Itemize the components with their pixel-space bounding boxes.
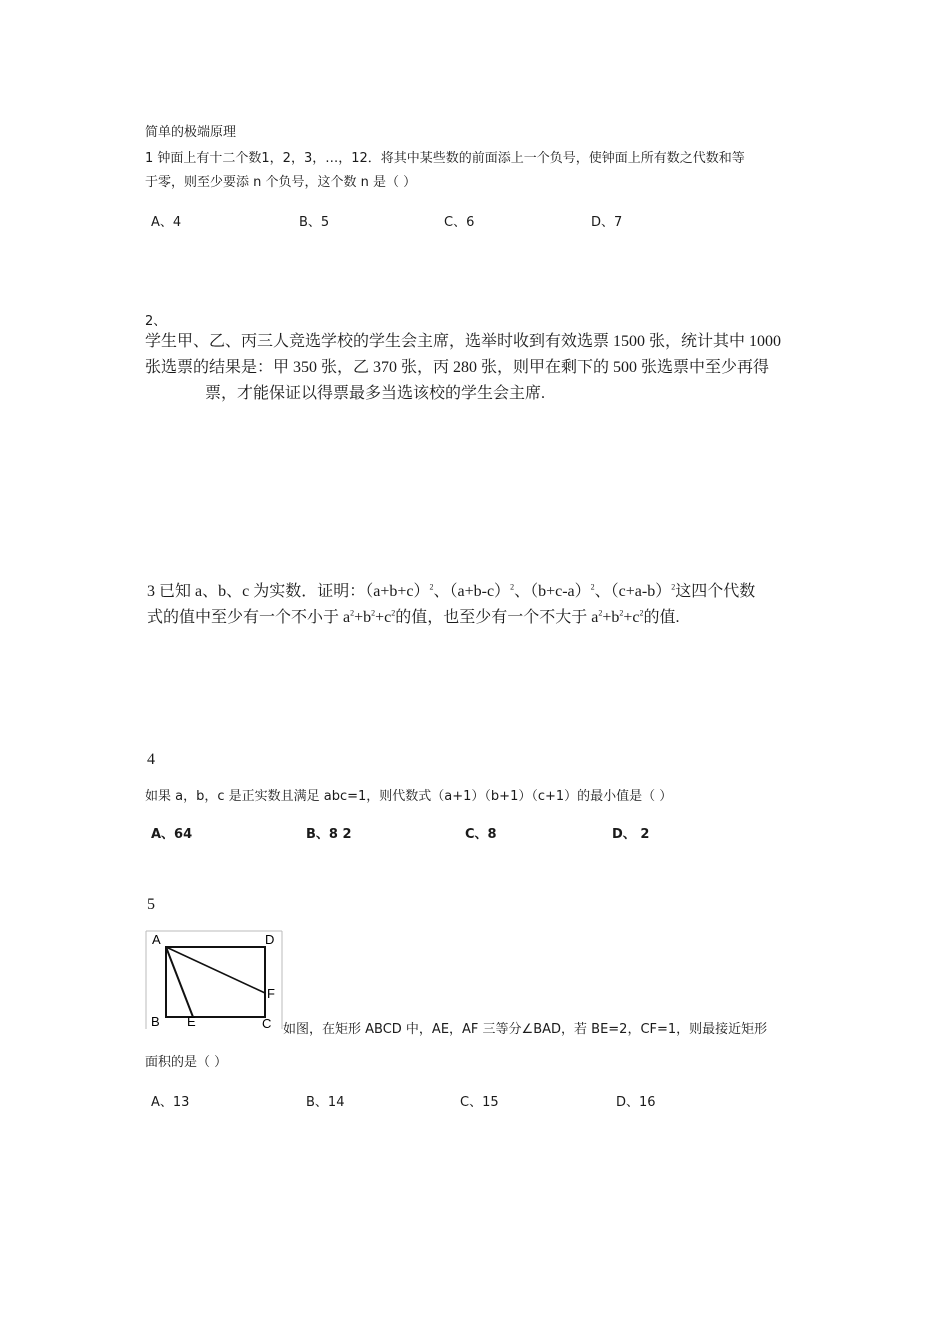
q3-expr-1: （a+b+c）: [365, 583, 430, 600]
q3-plus-b-2: +b: [602, 609, 620, 626]
q3-line2-end: 的值.: [643, 609, 680, 626]
q3-line1: [147, 578, 755, 601]
q5-option-b: B、14: [306, 1095, 345, 1110]
q2-line3: 票，才能保证以得票最多当选该校的学生会主席.: [205, 385, 546, 402]
q3-plus-c-2: +c: [623, 609, 640, 626]
q3-line1-post: 这四个代数: [675, 583, 756, 600]
q1-option-d: D、7: [591, 215, 623, 230]
q3-plus-b-1: +b: [354, 609, 372, 626]
q5-number: 5: [147, 896, 155, 913]
q3-sup-7: 2: [391, 608, 396, 618]
q5-option-d: D、16: [616, 1095, 656, 1110]
q2-line1: 学生甲、乙、丙三人竞选学校的学生会主席，选举时收到有效选票 1500 张，统计其中 1000: [145, 333, 782, 350]
q5-option-a: A、13: [151, 1095, 190, 1110]
q3-sup-5: 2: [350, 608, 355, 618]
q3-expr-2: （a+b-c）: [449, 583, 511, 600]
q1-option-a: A、4: [151, 215, 182, 230]
q4-option-b: B、8 2: [306, 827, 352, 842]
q3-sup-9: 2: [619, 608, 624, 618]
q4-option-d: D、 2: [612, 827, 650, 842]
q3-sep-2: 、: [514, 583, 531, 600]
q1-line2: 于零，则至少要添 n 个负号，这个数 n 是（ ）: [145, 175, 417, 190]
q4-text: 如果 a，b，c 是正实数且满足 abc=1，则代数式（a+1）（b+1）（c+1）的最小值是（ ）: [145, 789, 673, 804]
q3-sup-10: 2: [639, 608, 644, 618]
q3-sup-8: 2: [598, 608, 603, 618]
label-e: E: [187, 1014, 196, 1029]
page-title: 简单的极端原理: [145, 125, 237, 140]
q1-line1: 1 钟面上有十二个数1，2，3，…，12．将其中某些数的前面添上一个负号，使钟面上所有数之代数和等: [145, 151, 745, 166]
q4-option-a: A、64: [151, 827, 193, 842]
q3-sep-3: 、: [594, 583, 611, 600]
label-b: B: [151, 1014, 160, 1029]
label-f: F: [267, 986, 275, 1001]
label-a: A: [152, 932, 161, 947]
label-d: D: [265, 932, 275, 947]
q3-sup-3: 2: [590, 582, 595, 592]
q3-plus-c-1: +c: [375, 609, 392, 626]
q5-option-c: C、15: [460, 1095, 499, 1110]
label-c: C: [262, 1016, 272, 1030]
q3-sup-1: 2: [429, 582, 434, 592]
q2-number: 2、: [145, 314, 167, 329]
q3-expr-4: （c+a-b）: [610, 583, 672, 600]
q3-sup-6: 2: [371, 608, 376, 618]
q5-line2: 面积的是（ ）: [145, 1055, 228, 1070]
q1-option-b: B、5: [299, 215, 330, 230]
q1-option-c: C、6: [444, 215, 475, 230]
q3-line2-b: 的值，也至少有一个不大于 a: [395, 609, 599, 626]
q4-number: 4: [147, 751, 155, 768]
q2-line2: 张选票的结果是：甲 350 张，乙 370 张，丙 280 张，则甲在剩下的 500 张选票中至少再得: [145, 359, 770, 376]
rectangle-figure: [145, 930, 283, 1030]
q3-sup-4: 2: [671, 582, 676, 592]
q3-sup-2: 2: [510, 582, 515, 592]
q3-line2-a: 式的值中至少有一个不小于 a: [147, 609, 351, 626]
q3-sep-1: 、: [433, 583, 450, 600]
q3-line1-pre: 3 已知 a、b、c 为实数．证明：: [147, 583, 366, 600]
q3-line2: [147, 604, 680, 627]
q3-expr-3: （b+c-a）: [530, 583, 591, 600]
q4-option-c: C、8: [465, 827, 497, 842]
rectangle-abcd: [166, 947, 265, 1017]
q5-line1: 如图，在矩形 ABCD 中，AE，AF 三等分∠BAD，若 BE=2，CF=1，则最接近矩形: [283, 1022, 768, 1037]
